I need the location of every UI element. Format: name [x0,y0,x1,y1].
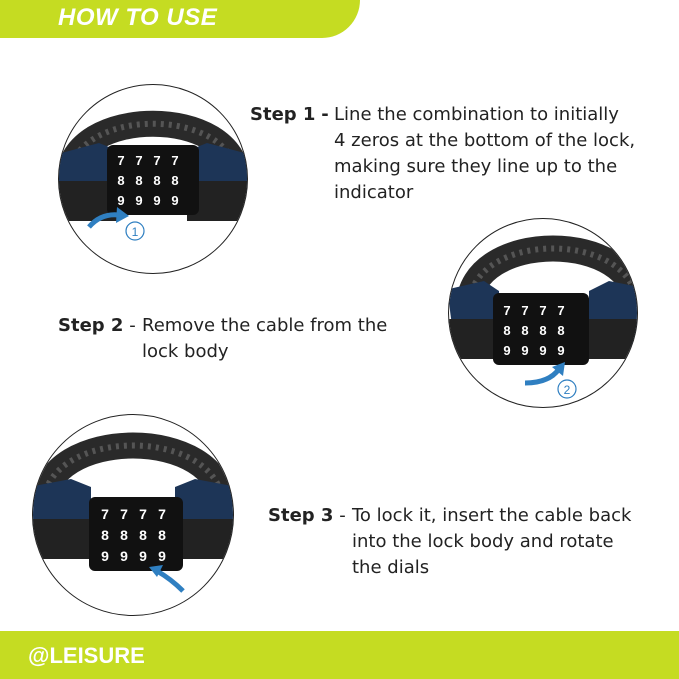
step2-instruction [58,313,438,369]
dial-digit: 8 [120,527,128,543]
step2-label: Step 2 [58,315,124,336]
dial-digit: 7 [101,506,109,522]
step2-lock-illustration [448,218,638,408]
dial-digit: 7 [503,303,511,318]
dial-digit: 8 [135,173,143,188]
footer-bar [0,631,679,679]
dial-digit: 7 [153,153,161,168]
step3-line: the dials [352,557,430,578]
dial-digit: 9 [503,343,511,358]
step3-lock-illustration [32,414,234,616]
step1-instruction [250,102,670,212]
step3-separator: - [339,505,346,526]
dial-digit: 9 [135,193,143,208]
dial-digit: 9 [158,548,166,564]
step1-label: Step 1 [250,104,316,125]
step2-line: Remove the cable from the [142,315,388,336]
step1-lock-illustration [58,84,248,274]
dial-digit: 7 [158,506,166,522]
step2-separator: - [129,315,136,336]
dial-digit: 7 [521,303,529,318]
step3-marker: 3 [203,599,211,613]
dial-digit: 8 [521,323,529,338]
header-banner [0,0,360,38]
step1-line: indicator [334,182,414,203]
dial-digit: 7 [117,153,125,168]
dial-digit: 8 [539,323,547,338]
step1-line: making sure they line up to the [334,156,618,177]
indicator-arrow-icon [157,571,183,591]
dial-digit: 8 [117,173,125,188]
step3-instruction [268,503,678,587]
step2-line: lock body [142,341,229,362]
dial-digit: 9 [171,193,179,208]
dial-digit: 7 [120,506,128,522]
dial-digit: 9 [101,548,109,564]
dial-digit: 9 [539,343,547,358]
dial-digit: 9 [557,343,565,358]
step3-label: Step 3 [268,505,334,526]
dial-digit: 9 [117,193,125,208]
dial-digit: 8 [158,527,166,543]
step1-line: Line the combination to initially [334,104,619,125]
dial-digit: 8 [171,173,179,188]
dial-digit: 7 [171,153,179,168]
step2-marker: 2 [563,383,571,397]
step1-marker: 1 [131,225,139,239]
dial-digit: 9 [153,193,161,208]
step-number-badge [198,596,216,614]
step3-line: To lock it, insert the cable back [352,505,632,526]
dial-digit: 8 [557,323,565,338]
dial-digit: 9 [139,548,147,564]
brand-name: @LEISURE [28,643,145,668]
dial-digit: 8 [503,323,511,338]
dial-digit: 7 [539,303,547,318]
step1-line: 4 zeros at the bottom of the lock, [334,130,636,151]
dial-digit: 8 [101,527,109,543]
indicator-arrow-icon [525,369,559,383]
dial-digit: 9 [120,548,128,564]
dial-digit: 9 [521,343,529,358]
dial-digit: 7 [557,303,565,318]
dial-digit: 8 [139,527,147,543]
dial-digit: 8 [153,173,161,188]
header-title: HOW TO USE [58,4,218,31]
dial-digit: 7 [135,153,143,168]
step1-separator: - [321,104,329,125]
dial-digit: 7 [139,506,147,522]
step3-line: into the lock body and rotate [352,531,614,552]
